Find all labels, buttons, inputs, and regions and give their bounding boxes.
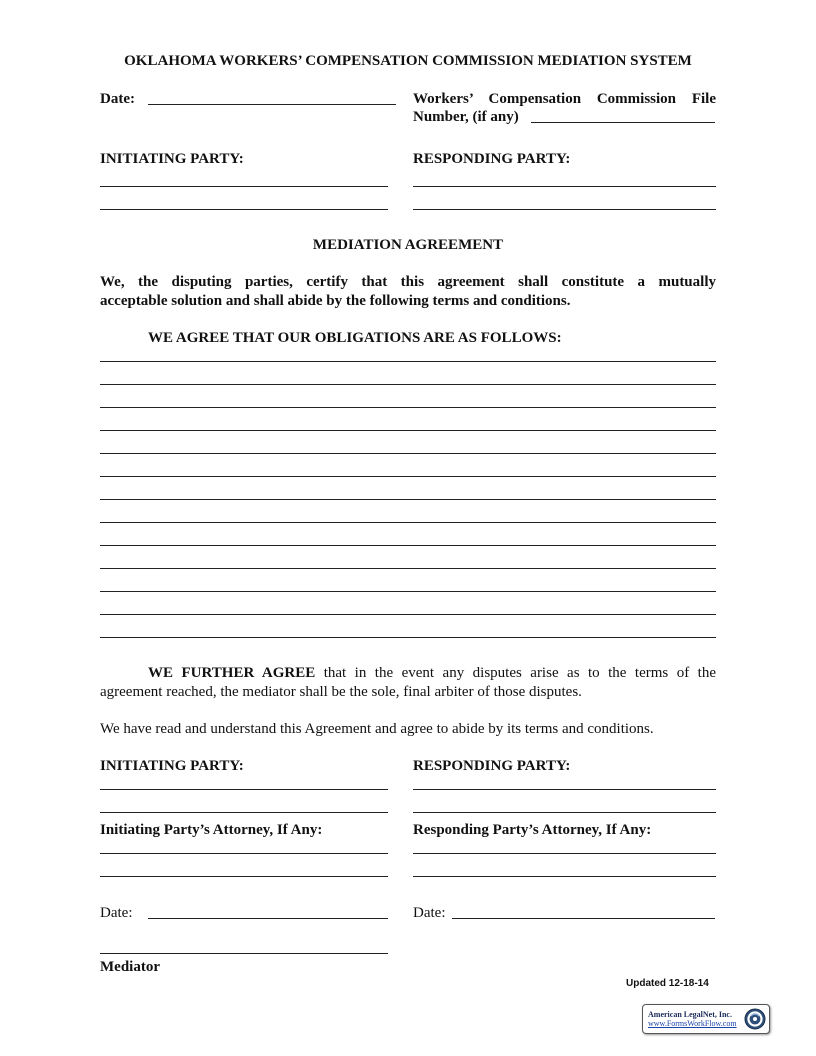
date-field[interactable]: [148, 104, 396, 105]
responding-party-label: RESPONDING PARTY:: [413, 151, 571, 167]
responding-party-field-1[interactable]: [413, 186, 716, 187]
certify-text-line-2: acceptable solution and shall abide by the following terms and conditions.: [100, 293, 571, 309]
mediator-signature-field[interactable]: [100, 953, 388, 954]
responding-attorney-field-1[interactable]: [413, 853, 716, 854]
obligation-line[interactable]: [100, 430, 716, 431]
obligation-line[interactable]: [100, 499, 716, 500]
obligation-line[interactable]: [100, 361, 716, 362]
file-number-label: Workers’ Compensation Commission File: [413, 91, 716, 107]
further-agree-line-1: [148, 664, 716, 683]
obligation-line[interactable]: [100, 637, 716, 638]
badge-company: American LegalNet, Inc.: [648, 1010, 732, 1019]
forms-workflow-badge[interactable]: [642, 1004, 770, 1034]
sig-date-left-label: Date:: [100, 905, 133, 921]
obligation-line[interactable]: [100, 568, 716, 569]
sig-initiating-label: INITIATING PARTY:: [100, 758, 244, 774]
date-label: Date:: [100, 91, 135, 107]
file-number-field[interactable]: [531, 122, 715, 123]
obligations-heading: WE AGREE THAT OUR OBLIGATIONS ARE AS FOLLOWS:: [148, 330, 562, 346]
badge-url[interactable]: www.FormsWorkFlow.com: [648, 1019, 737, 1028]
sig-initiating-field-1[interactable]: [100, 789, 388, 790]
initiating-party-label: INITIATING PARTY:: [100, 151, 244, 167]
initiating-attorney-field-1[interactable]: [100, 853, 388, 854]
obligation-line[interactable]: [100, 522, 716, 523]
obligation-line[interactable]: [100, 614, 716, 615]
sig-date-left-field[interactable]: [148, 918, 388, 919]
updated-date: Updated 12-18-14: [626, 978, 709, 989]
certify-text-line-1: We, the disputing parties, certify that this agreement shall constitute a mutually: [100, 274, 716, 290]
obligation-line[interactable]: [100, 545, 716, 546]
obligation-line[interactable]: [100, 453, 716, 454]
initiating-party-field-2[interactable]: [100, 209, 388, 210]
agreement-heading: MEDIATION AGREEMENT: [312, 237, 504, 253]
sig-responding-label: RESPONDING PARTY:: [413, 758, 571, 774]
responding-attorney-label: Responding Party’s Attorney, If Any:: [413, 822, 652, 838]
initiating-attorney-field-2[interactable]: [100, 876, 388, 877]
sig-responding-field-2[interactable]: [413, 812, 716, 813]
globe-icon: [743, 1007, 767, 1031]
responding-attorney-field-2[interactable]: [413, 876, 716, 877]
initiating-attorney-label: Initiating Party’s Attorney, If Any:: [100, 822, 323, 838]
file-number-label-2: Number, (if any): [413, 109, 519, 125]
obligation-line[interactable]: [100, 591, 716, 592]
obligation-line[interactable]: [100, 384, 716, 385]
obligation-line[interactable]: [100, 407, 716, 408]
obligation-line[interactable]: [100, 476, 716, 477]
sig-initiating-field-2[interactable]: [100, 812, 388, 813]
mediator-label: Mediator: [100, 959, 160, 975]
responding-party-field-2[interactable]: [413, 209, 716, 210]
further-agree-rest: that in the event any disputes arise as to the terms of the: [315, 665, 716, 681]
read-understand-text: We have read and understand this Agreement and agree to abide by its terms and conditions.: [100, 721, 654, 737]
further-agree-line-2: agreement reached, the mediator shall be the sole, final arbiter of those disputes.: [100, 684, 582, 700]
further-agree-bold: WE FURTHER AGREE: [148, 665, 316, 681]
sig-date-right-label: Date:: [413, 905, 446, 921]
initiating-party-field-1[interactable]: [100, 186, 388, 187]
sig-responding-field-1[interactable]: [413, 789, 716, 790]
sig-date-right-field[interactable]: [452, 918, 715, 919]
form-title: OKLAHOMA WORKERS’ COMPENSATION COMMISSION MEDIATION SYSTEM: [124, 53, 692, 69]
